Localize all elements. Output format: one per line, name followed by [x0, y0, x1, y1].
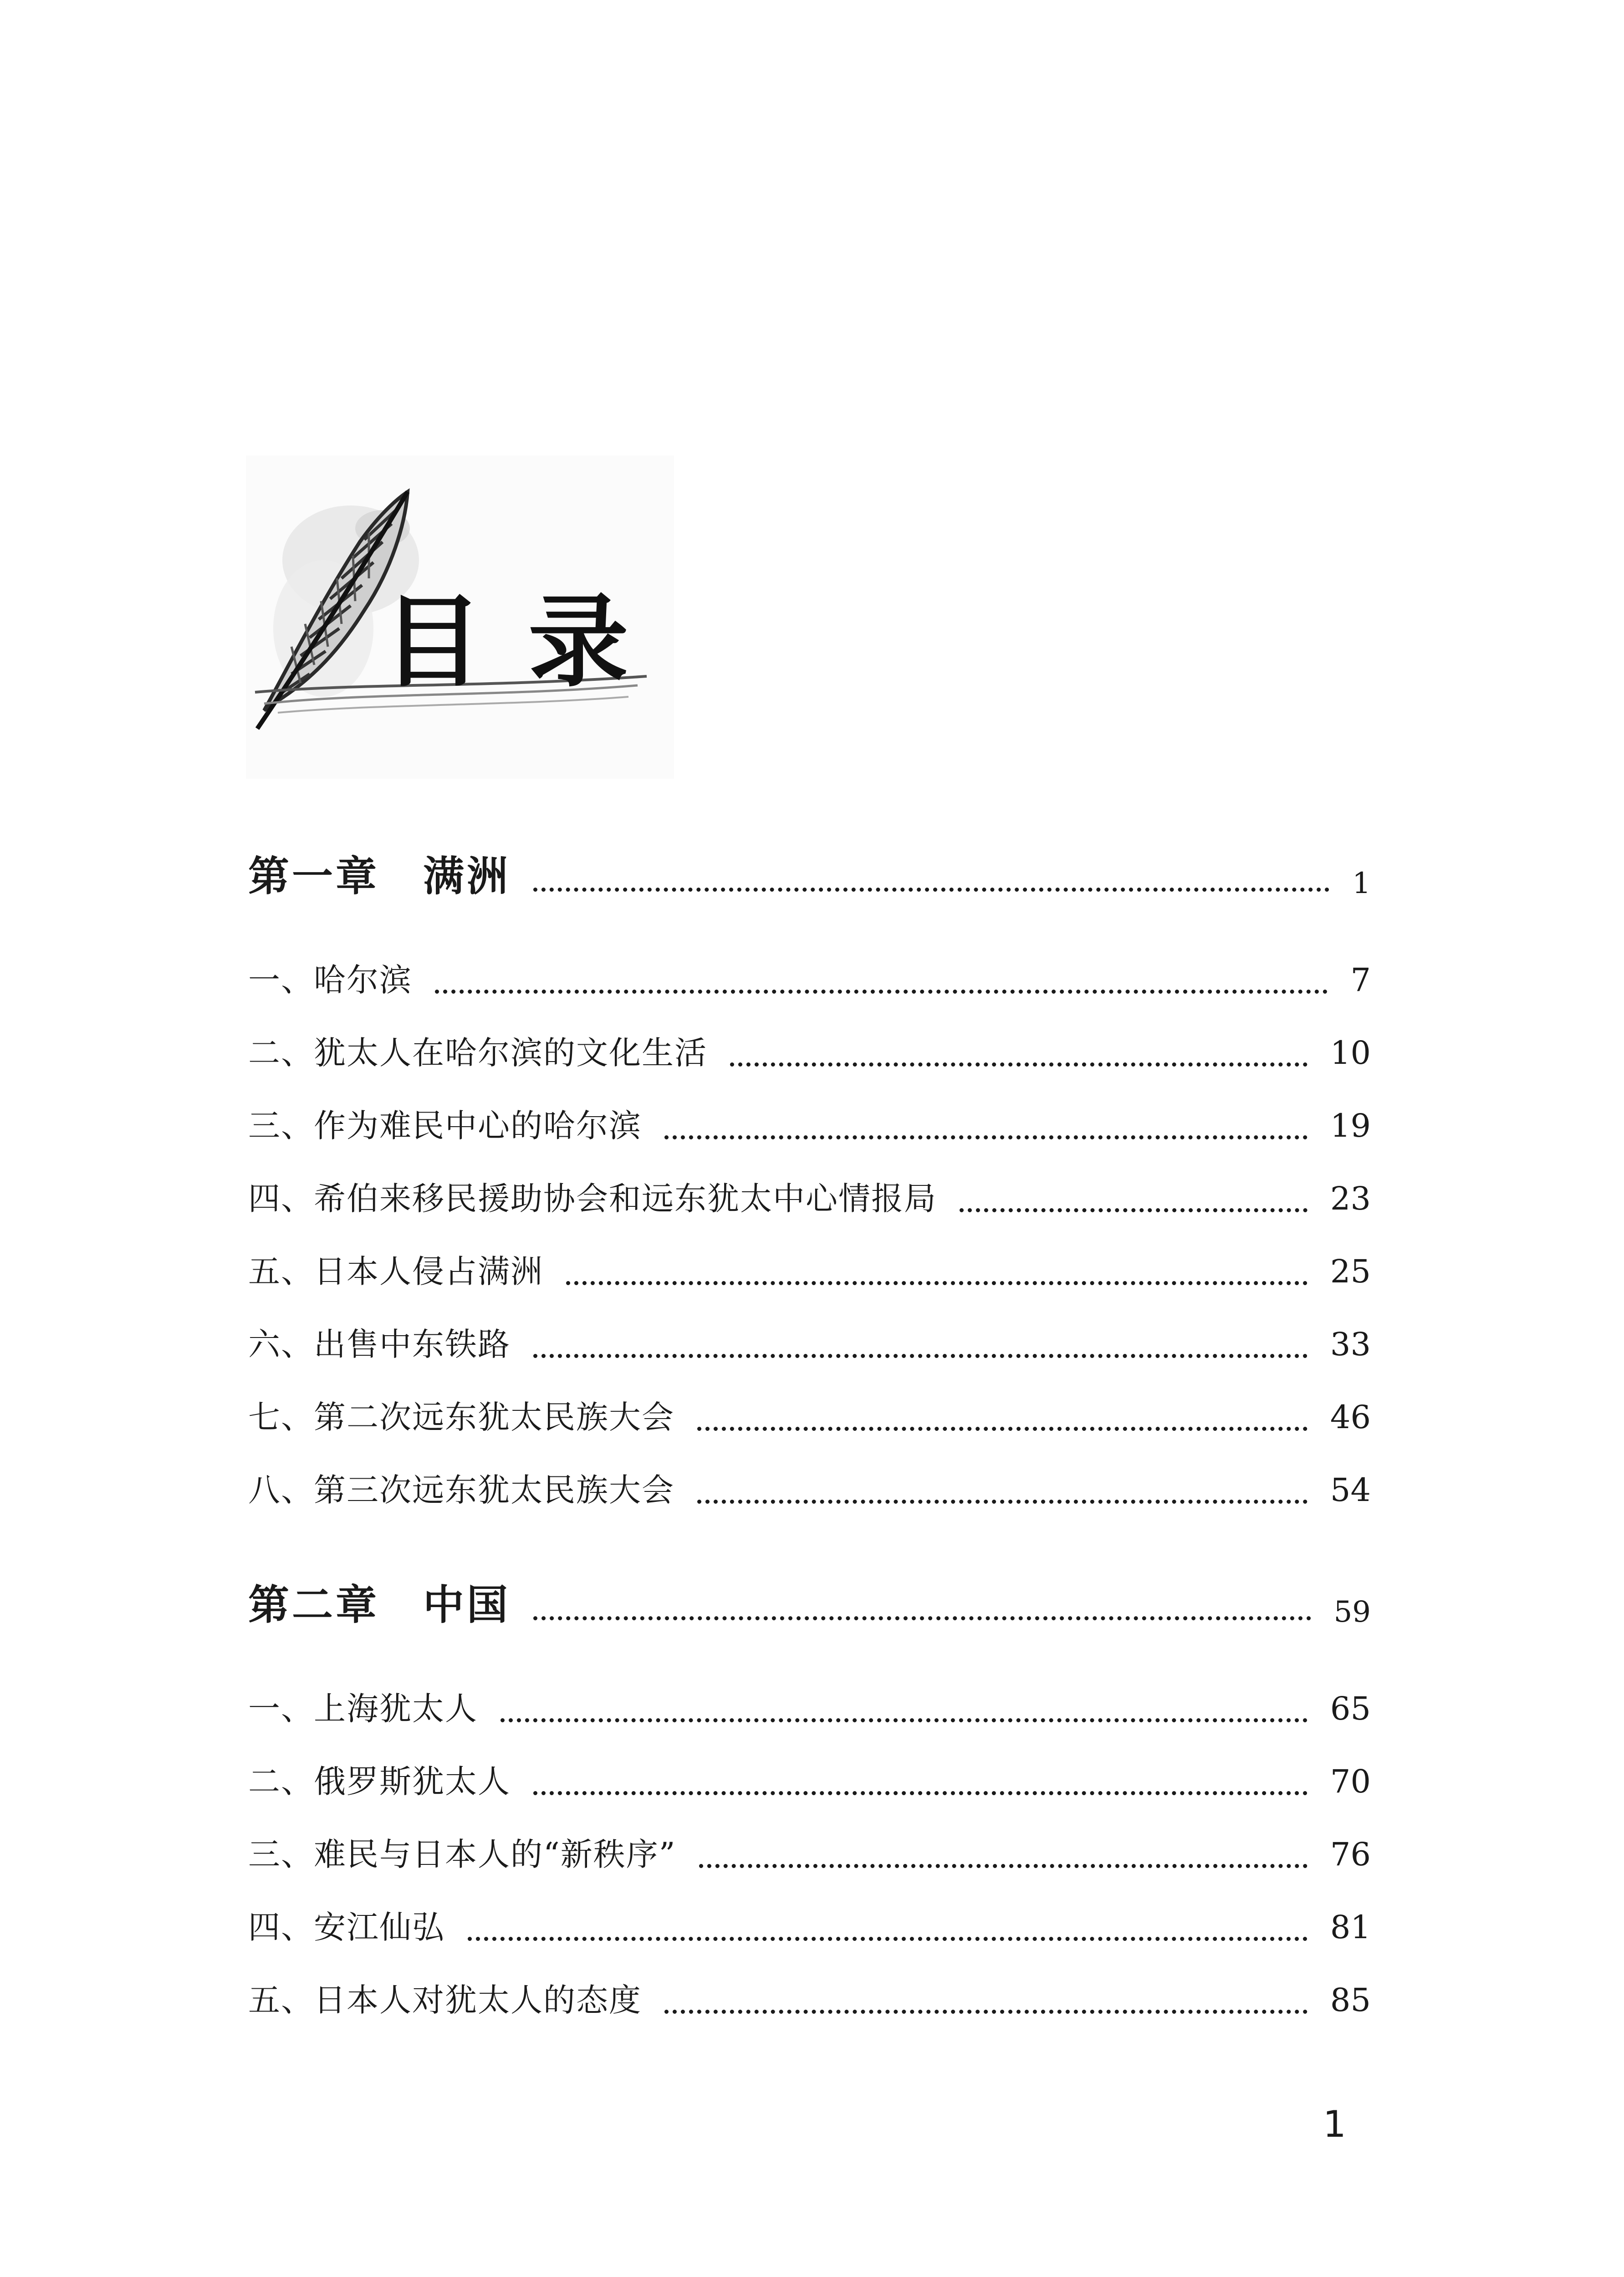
page-number: 85	[1330, 1981, 1371, 2019]
section-title: 二、犹太人在哈尔滨的文化生活	[248, 1034, 707, 1072]
page-number: 33	[1330, 1326, 1371, 1363]
page-title: 目录	[383, 584, 674, 700]
section-entry[interactable]	[248, 1685, 1371, 1731]
section-title: 七、第二次远东犹太民族大会	[248, 1399, 674, 1436]
dot-leader	[697, 1427, 1307, 1431]
dot-leader	[699, 1864, 1307, 1868]
section-title: 四、希伯来移民援助协会和远东犹太中心情报局	[248, 1180, 937, 1217]
dot-leader	[533, 1354, 1307, 1358]
section-entry[interactable]	[248, 956, 1371, 1002]
page-number: 25	[1330, 1253, 1371, 1290]
section-title: 一、上海犹太人	[248, 1690, 478, 1727]
page-number: 1	[1352, 867, 1371, 900]
page-number: 54	[1330, 1471, 1371, 1509]
section-title: 三、难民与日本人的“新秩序”	[248, 1836, 676, 1873]
page-number: 46	[1330, 1399, 1371, 1436]
dot-leader	[533, 1616, 1311, 1620]
page-number: 10	[1330, 1034, 1371, 1072]
dot-leader	[435, 990, 1328, 994]
section-title: 一、哈尔滨	[248, 961, 412, 999]
page-number: 76	[1330, 1836, 1371, 1873]
section-title: 六、出售中东铁路	[248, 1326, 511, 1363]
page-number: 23	[1330, 1180, 1371, 1217]
chapter-title: 第二章 中国	[248, 1581, 511, 1629]
section-title: 二、俄罗斯犹太人	[248, 1763, 511, 1800]
section-entry[interactable]	[248, 1831, 1371, 1876]
page-number: 19	[1330, 1107, 1371, 1144]
section-title: 五、日本人对犹太人的态度	[248, 1981, 642, 2019]
chapter-entry[interactable]	[248, 1576, 1371, 1630]
page-folio: 1	[1323, 2103, 1346, 2145]
section-entry[interactable]	[248, 1394, 1371, 1439]
section-entry[interactable]	[248, 1466, 1371, 1512]
section-entry[interactable]	[248, 1248, 1371, 1293]
section-entry[interactable]	[248, 1758, 1371, 1803]
section-entry[interactable]	[248, 1976, 1371, 2022]
dot-leader	[566, 1281, 1307, 1285]
page-number: 70	[1330, 1763, 1371, 1800]
dot-leader	[533, 1791, 1307, 1795]
section-title: 四、安江仙弘	[248, 1909, 445, 1946]
section-title: 五、日本人侵占满洲	[248, 1253, 543, 1290]
dot-leader	[500, 1718, 1307, 1722]
section-title: 八、第三次远东犹太民族大会	[248, 1471, 674, 1509]
page-number: 65	[1330, 1690, 1371, 1727]
dot-leader	[664, 2010, 1307, 2014]
section-entry[interactable]	[248, 1321, 1371, 1366]
dot-leader	[664, 1135, 1307, 1139]
section-entry[interactable]	[248, 1102, 1371, 1148]
dot-leader	[697, 1500, 1307, 1504]
section-entry[interactable]	[248, 1175, 1371, 1220]
section-entry[interactable]	[248, 1029, 1371, 1075]
dot-leader	[533, 888, 1329, 892]
section-title: 三、作为难民中心的哈尔滨	[248, 1107, 642, 1144]
page-number: 81	[1330, 1909, 1371, 1946]
page-number: 59	[1333, 1595, 1371, 1629]
dot-leader	[730, 1062, 1307, 1067]
chapter-title: 第一章 满洲	[248, 853, 511, 900]
page-number: 7	[1350, 961, 1371, 999]
chapter-entry[interactable]	[248, 847, 1371, 902]
dot-leader	[468, 1937, 1307, 1941]
dot-leader	[960, 1208, 1307, 1212]
section-entry[interactable]	[248, 1904, 1371, 1949]
